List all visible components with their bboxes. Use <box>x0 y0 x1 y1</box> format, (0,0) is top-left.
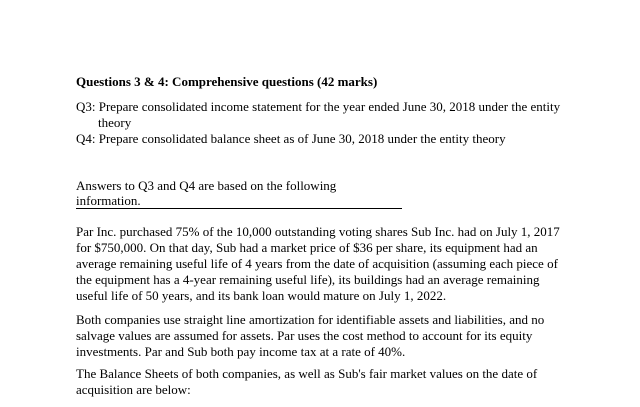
question-text: Prepare consolidated income statement for the year ended June 30, 2018 under the entity theory <box>98 99 561 130</box>
acquisition-paragraph: Par Inc. purchased 75% of the 10,000 outstanding voting shares Sub Inc. had on July 1, 2017 for $750,000. On that day, Sub had a market price of $36 per share, its equipment had an average remaining useful life of 4 years from the date of acquisition (assuming each piece of the equipment has a 4-year remaining useful life), its buildings had an average remaining useful life of 50 years, and its bank loan would mature on July 1, 2022. <box>76 224 560 303</box>
answers-note: Answers to Q3 and Q4 are based on the following information. <box>76 178 402 209</box>
question-label: Q3: <box>76 99 96 114</box>
balance-sheet-intro-paragraph: The Balance Sheets of both companies, as well as Sub's fair market values on the date of acquisition are below: <box>76 366 538 397</box>
question-label: Q4: <box>76 131 96 146</box>
question-text: Prepare consolidated balance sheet as of June 30, 2018 under the entity theory <box>98 131 506 146</box>
question-q4 <box>76 131 576 147</box>
amortization-paragraph: Both companies use straight line amortization for identifiable assets and liabilities, and no salvage values are assumed for assets. Par uses the cost method to account for its equity investments. Par and Sub both pay income tax at a rate of 40%. <box>76 312 545 359</box>
section-heading: Questions 3 & 4: Comprehensive questions (42 marks) <box>76 74 378 89</box>
question-q3 <box>76 99 576 131</box>
document-page <box>76 74 576 397</box>
